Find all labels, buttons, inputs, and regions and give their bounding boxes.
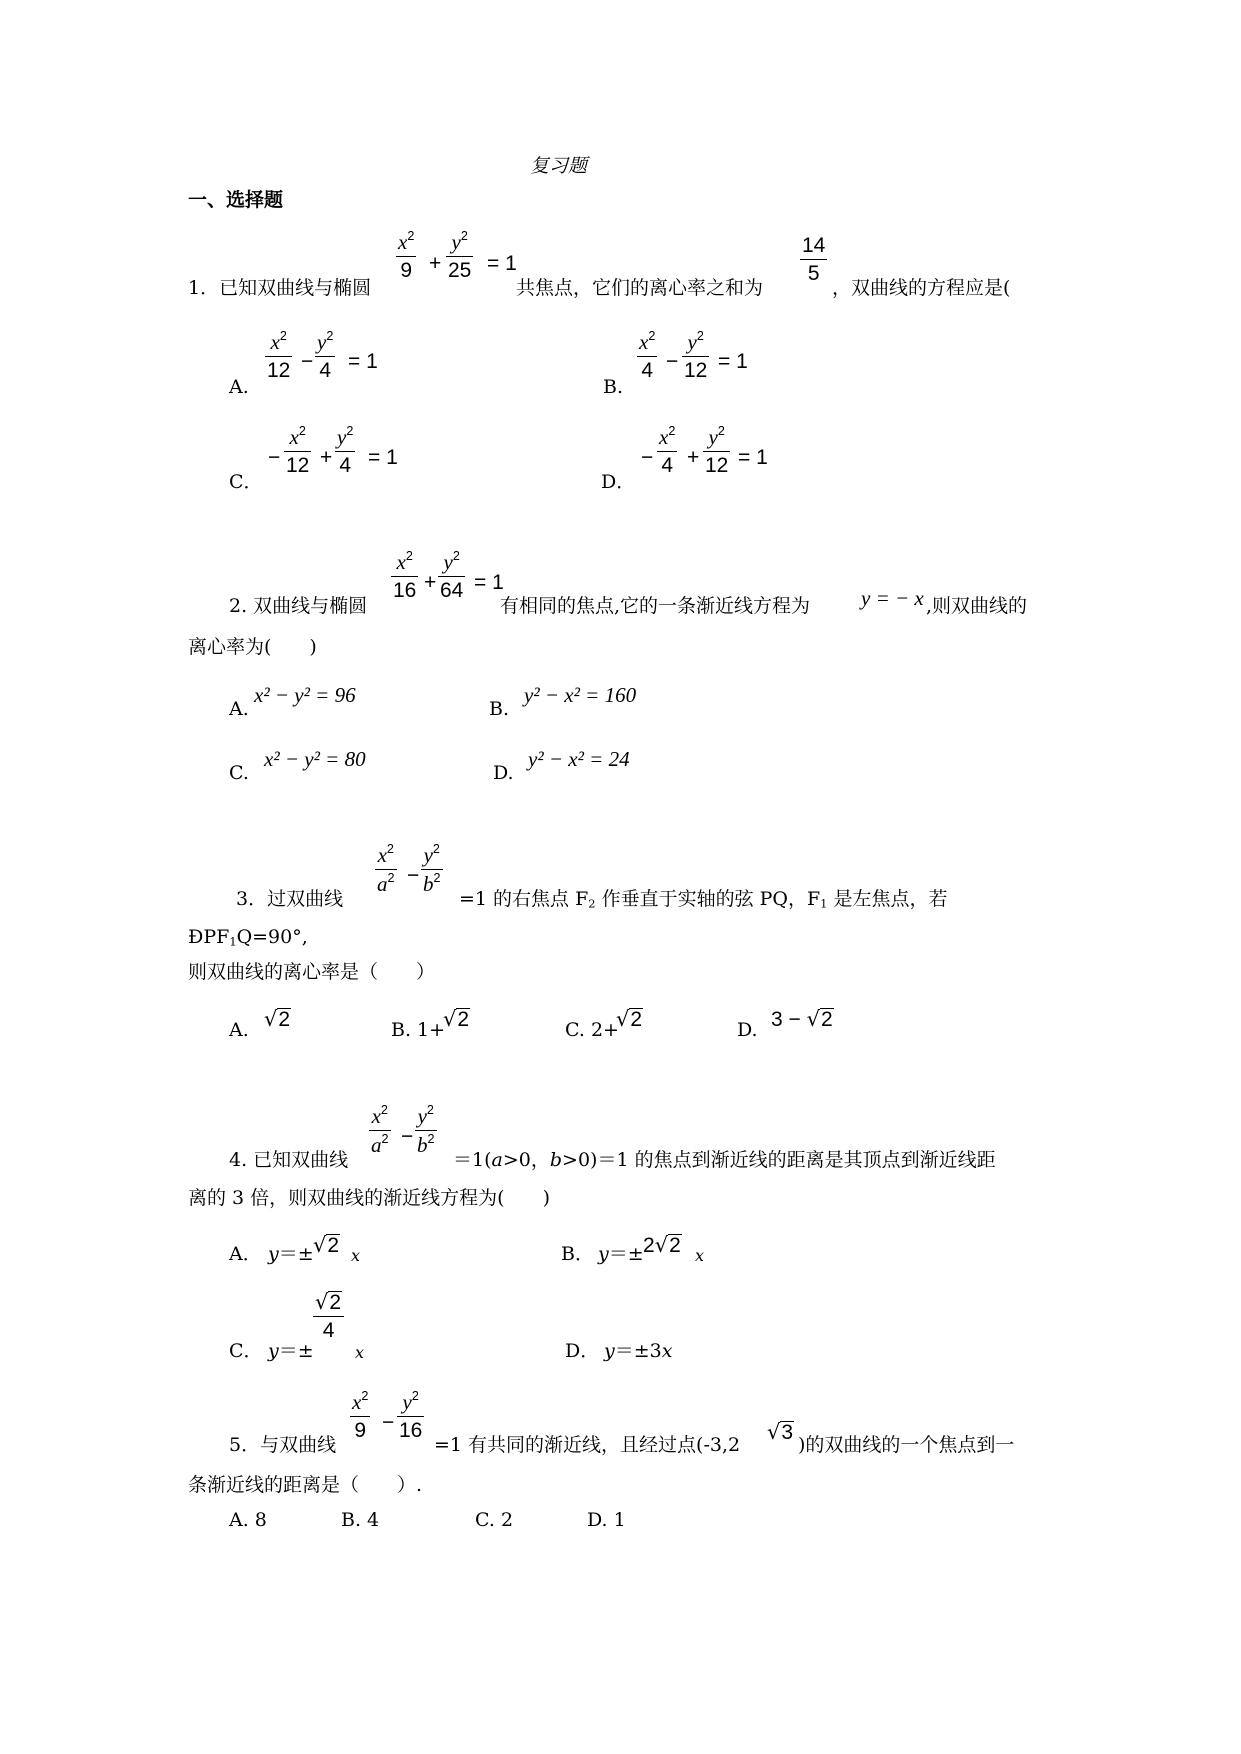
q1-option-d-frac-x: $x^2$ 4 bbox=[659, 424, 676, 477]
q5-text-a: 5．与双曲线 bbox=[229, 1434, 337, 1456]
q5-text-c: )的双曲线的一个焦点到一 bbox=[798, 1434, 1015, 1456]
q4-hyp-op: − bbox=[401, 1125, 414, 1148]
q4-option-c-frac: √2 4 bbox=[313, 1290, 344, 1343]
q2-option-c-expr: x² − y² = 80 bbox=[264, 747, 366, 771]
q3-option-c-expr: √2 bbox=[616, 1007, 643, 1031]
q1-option-c-sign: − bbox=[268, 446, 281, 469]
q2-option-c-label: C. bbox=[229, 762, 249, 784]
q2-option-a-label: A. bbox=[229, 698, 249, 720]
page-title: 复习题 bbox=[530, 155, 588, 177]
q4-option-a-x: x bbox=[351, 1246, 361, 1265]
q1-option-d-rhs: = 1 bbox=[738, 446, 768, 469]
q5-option-a: A. 8 bbox=[229, 1509, 267, 1531]
q4-option-a-label: A． bbox=[229, 1243, 262, 1265]
q1-ellipse-rhs: = 1 bbox=[487, 252, 517, 275]
q1-option-d-op: + bbox=[687, 446, 700, 469]
q3-line3: 则双曲线的离心率是（ ） bbox=[188, 961, 436, 983]
q2-ellipse-frac-y: $y^2$ 64 bbox=[440, 549, 464, 602]
q1-option-c-frac-y: $y^2$ 4 bbox=[337, 424, 354, 477]
q2-line2: 离心率为( ) bbox=[188, 636, 317, 658]
q1-text-b: 共焦点，它们的离心率之和为 bbox=[516, 277, 764, 299]
q4-option-b-x: x bbox=[695, 1246, 705, 1265]
q4-option-a-expr: y＝± bbox=[268, 1243, 314, 1265]
q5-text-b: =1 有共同的渐近线，且经过点(-3,2 bbox=[434, 1434, 741, 1456]
q5-option-d: D. 1 bbox=[587, 1509, 626, 1531]
q1-option-b-frac-y: $y^2$ 12 bbox=[684, 329, 708, 382]
q3-text-a: 3．过双曲线 bbox=[236, 888, 344, 910]
q2-ellipse-rhs: = 1 bbox=[474, 571, 504, 594]
q2-ellipse-op: + bbox=[424, 571, 437, 594]
q1-text-c: ，双曲线的方程应是( bbox=[832, 277, 1011, 299]
q4-hyp-frac-y: $y^2$ $b^2$ bbox=[417, 1103, 435, 1157]
q1-option-c-rhs: = 1 bbox=[368, 446, 398, 469]
q1-option-c-label: C． bbox=[229, 471, 263, 493]
q3-text-b: =1 的右焦点 $F_2$ 作垂直于实轴的弦 PQ，$F_1$ 是左焦点，若 bbox=[459, 888, 948, 911]
q2-ellipse-frac-x: $x^2$ 16 bbox=[393, 549, 417, 602]
q1-option-a-op: − bbox=[301, 350, 314, 373]
q1-option-a-label: A. bbox=[229, 376, 249, 398]
q1-option-d-label: D． bbox=[601, 471, 636, 493]
q1-option-b-op: − bbox=[666, 350, 679, 373]
q1-option-d-sign: − bbox=[641, 446, 654, 469]
q1-option-b-frac-x: $x^2$ 4 bbox=[639, 329, 656, 382]
q5-hyp-op: − bbox=[382, 1411, 395, 1434]
q1-option-c-op: + bbox=[320, 446, 333, 469]
q5-option-c: C. 2 bbox=[475, 1509, 514, 1531]
q3-angle: $ÐPF_1Q=90^\circ$, bbox=[188, 926, 308, 949]
q2-option-b-expr: y² − x² = 160 bbox=[524, 683, 637, 707]
q4-text-b: ＝1(a>0，b>0)＝1 的焦点到渐近线的距离是其顶点到渐近线距 bbox=[453, 1149, 996, 1171]
q5-line2: 条渐近线的距离是（ ）. bbox=[188, 1474, 423, 1496]
q3-option-d-expr: 3 − √2 bbox=[771, 1007, 833, 1031]
q2-option-d-label: D. bbox=[493, 762, 514, 784]
q5-sqrt: √3 bbox=[767, 1420, 794, 1444]
q1-sum-frac: 14 5 bbox=[802, 234, 826, 285]
q1-ellipse-frac-x: $x^2$ 9 bbox=[398, 229, 415, 282]
q1-option-d-frac-y: $y^2$ 12 bbox=[705, 424, 729, 477]
q2-option-b-label: B. bbox=[489, 698, 510, 720]
q1-option-a-frac-y: $y^2$ 4 bbox=[317, 329, 334, 382]
q4-option-b-sqrt: 2√2 bbox=[643, 1233, 681, 1257]
q4-option-d-expr: y＝±3x bbox=[604, 1340, 673, 1362]
q1-option-a-rhs: = 1 bbox=[348, 350, 378, 373]
q4-option-c-x: x bbox=[355, 1343, 365, 1362]
q4-option-c-expr: y＝± bbox=[268, 1340, 314, 1362]
q3-option-a-label: A. bbox=[229, 1019, 249, 1041]
q3-hyp-frac-y: $y^2$ $b^2$ bbox=[423, 842, 441, 896]
q5-hyp-frac-y: $y^2$ 16 bbox=[399, 1389, 423, 1442]
q1-option-b-rhs: = 1 bbox=[718, 350, 748, 373]
q2-text-b: 有相同的焦点,它的一条渐近线方程为 bbox=[500, 595, 811, 617]
q4-option-c-label: C． bbox=[229, 1340, 263, 1362]
q4-hyp-frac-x: $x^2$ $a^2$ bbox=[371, 1103, 389, 1157]
q1-option-a-frac-x: $x^2$ 12 bbox=[267, 329, 291, 382]
q4-line2: 离的 3 倍，则双曲线的渐近线方程为( ) bbox=[188, 1187, 550, 1209]
q1-option-b-label: B. bbox=[603, 376, 624, 398]
q3-option-d-label: D. bbox=[737, 1019, 758, 1041]
q5-option-b: B. 4 bbox=[341, 1509, 380, 1531]
q5-hyp-frac-x: $x^2$ 9 bbox=[352, 1389, 369, 1442]
q3-option-a-expr: √2 bbox=[264, 1007, 291, 1031]
q3-option-c-label: C. 2+ bbox=[565, 1019, 619, 1041]
q2-option-a-expr: x² − y² = 96 bbox=[254, 683, 356, 707]
q3-hyp-frac-x: $x^2$ $a^2$ bbox=[377, 842, 395, 896]
q4-option-b-label: B． bbox=[561, 1243, 594, 1265]
q2-option-d-expr: y² − x² = 24 bbox=[528, 747, 630, 771]
q4-text-a: 4. 已知双曲线 bbox=[229, 1149, 349, 1171]
q2-asymptote: y = − x bbox=[861, 586, 924, 610]
q1-text-a: 1．已知双曲线与椭圆 bbox=[188, 277, 372, 299]
q4-option-d-label: D． bbox=[565, 1340, 600, 1362]
q2-text-c: ,则双曲线的 bbox=[926, 595, 1028, 617]
q4-option-a-sqrt: √2 bbox=[313, 1233, 340, 1257]
q2-text-a: 2. 双曲线与椭圆 bbox=[229, 595, 368, 617]
q3-option-b-label: B. 1+ bbox=[391, 1019, 446, 1041]
section-heading: 一、选择题 bbox=[188, 189, 284, 211]
q4-option-b-expr: y＝± bbox=[598, 1243, 644, 1265]
q3-option-b-expr: √2 bbox=[443, 1007, 470, 1031]
q1-option-c-frac-x: $x^2$ 12 bbox=[286, 424, 310, 477]
q1-ellipse-frac-y: $y^2$ 25 bbox=[448, 229, 472, 282]
q1-ellipse-op: + bbox=[429, 252, 442, 275]
q3-hyp-op: − bbox=[407, 864, 420, 887]
